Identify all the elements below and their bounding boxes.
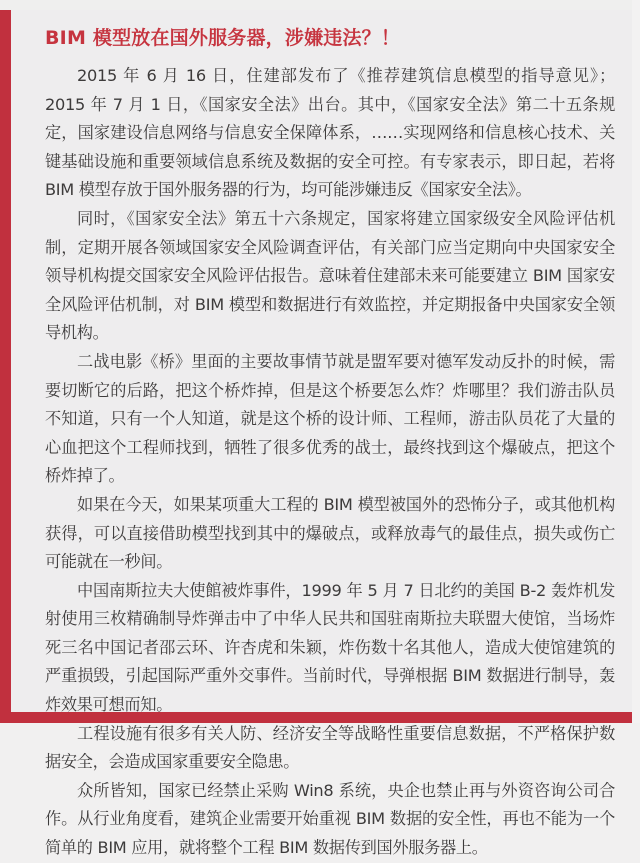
paragraph-7: 众所皆知，国家已经禁止采购 Win8 系统，央企也禁止再与外资咨询公司合作。从行业角度看，建筑企业需要开始重视 BIM 数据的安全性，再也不能为一个简单的 BIM 应用，就将整个工程 BIM 数据传到国外服务器上。 xyxy=(45,780,615,858)
right-margin xyxy=(632,0,640,723)
article-title: BIM 模型放在国外服务器，涉嫌违法？！ xyxy=(45,27,401,49)
paragraph-1: 2015 年 6 月 16 日，住建部发布了《推荐建筑信息模型的指导意见》；2015 年 7 月 1 日，《国家安全法》出台。其中，《国家安全法》第二十五条规定，国家建设信息网络与信息安全保障体系，……实现网络和信息核心技术、关键基础设施和重要领域信息系统及数据的安全可控。有专家表示，即日起，若将 BIM 模型存放于国外服务器的行为，均可能涉嫌违反《国家安全法》。 xyxy=(45,66,615,200)
top-margin xyxy=(0,0,640,10)
paragraph-6: 工程设施有很多有关人防、经济安全等战略性重要信息数据，不严格保护数据安全，会造成国家重要安全隐患。 xyxy=(45,723,615,772)
paragraph-2: 同时，《国家安全法》第五十六条规定，国家将建立国家级安全风险评估机制，定期开展各领域国家安全风险调查评估，有关部门应当定期向中央国家安全领导机构提交国家安全风险评估报告。意味着住建部未来可能要建立 BIM 国家安全风险评估机制，对 BIM 模型和数据进行有效监控，并定期报备中央国家安全领导机构。 xyxy=(45,208,615,343)
left-accent-bar xyxy=(0,10,11,723)
paragraph-4: 如果在今天，如果某项重大工程的 BIM 模型被国外的恐怖分子，或其他机构获得，可以直接借助模型找到其中的爆破点，或释放毒气的最佳点，损失或伤亡可能就在一秒间。 xyxy=(45,494,615,572)
paragraph-5: 中国南斯拉夫大使館被炸事件，1999 年 5 月 7 日北约的美国 B-2 轰炸机发射使用三枚精确制导炸弹击中了中华人民共和国驻南斯拉夫联盟大使馆，当场炸死三名中国记者邵云环、许杏虎和朱颖，炸伤数十名其他人，造成大使馆建筑的严重损毁，引起国际严重外交事件。当前时代，导弹根据 BIM 数据进行制导，轰炸效果可想而知。 xyxy=(45,580,615,715)
article-content xyxy=(45,24,615,863)
paragraph-3: 二战电影《桥》里面的主要故事情节就是盟军要对德军发动反扑的时候，需要切断它的后路，把这个桥炸掉，但是这个桥要怎么炸？炸哪里？我们游击队员不知道，只有一个人知道，就是这个桥的设计师、工程师，游击队员花了大量的心血把这个工程师找到，牺牲了很多优秀的战士，最终找到这个爆破点，把这个桥炸掉了。 xyxy=(45,351,615,486)
